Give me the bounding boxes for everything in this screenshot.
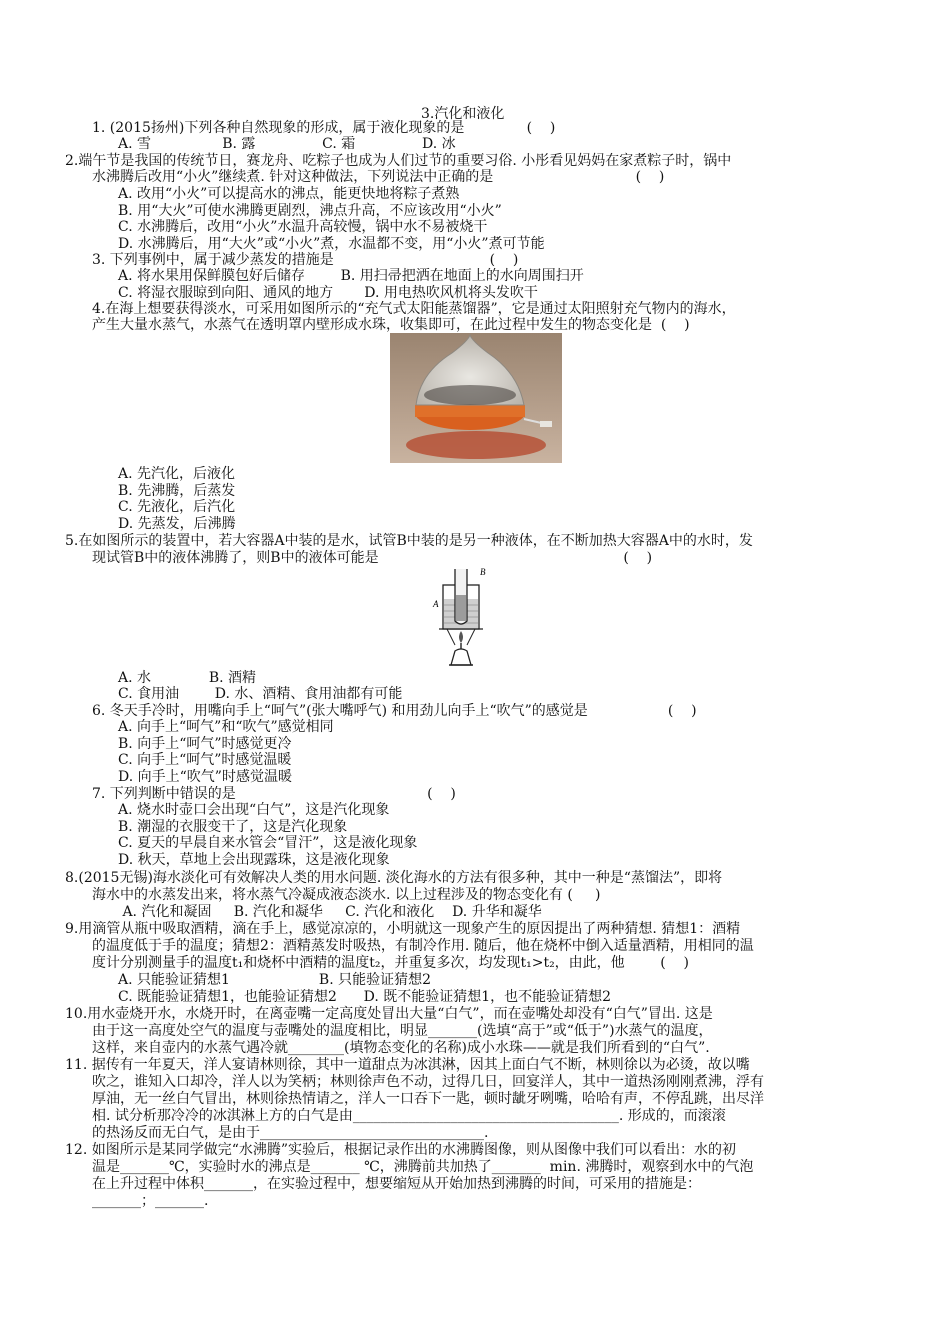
- text-line: 8.(2015无锡)海水淡化可有效解决人类的用水问题. 淡化海水的方法有很多种，其中一种是“蒸馏法”，即将: [65, 870, 723, 886]
- text-line: _______；_______.: [92, 1193, 209, 1209]
- text-line: B. 潮湿的衣服变干了，这是汽化现象: [118, 819, 348, 835]
- text-line: C. 既能验证猜想1，也能验证猜想2 D. 既不能验证猜想1，也不能验证猜想2: [118, 989, 612, 1005]
- heating-apparatus-diagram: [427, 565, 497, 668]
- text-line: B. 先沸腾，后蒸发: [118, 483, 236, 499]
- text-line: A. 汽化和凝固 B. 汽化和凝华 C. 汽化和液化 D. 升华和凝华: [118, 904, 542, 920]
- text-line: 厚油，无一丝白气冒出，林则徐热情请之，洋人一口吞下一匙，顿时龇牙咧嘴，哈哈有声，不停乱跳，出尽洋: [92, 1091, 764, 1107]
- text-line: 5.在如图所示的装置中，若大容器A中装的是水，试管B中装的是另一种液体，在不断加热大容器A中的水时，发: [65, 533, 753, 549]
- text-line: C. 水沸腾后，改用“小火”水温升高较慢，锅中水不易被烧干: [118, 219, 488, 235]
- text-line: 这样，来自壶内的水蒸气遇冷就________(填物态变化的名称)成小水珠——就是我们所看到的“白气”.: [92, 1040, 710, 1056]
- text-line: A. 改用“小火”可以提高水的沸点，能更快地将粽子煮熟: [118, 186, 460, 202]
- page-title: 3.汽化和液化: [421, 106, 505, 122]
- text-line: D. 向手上“吹气”时感觉温暖: [118, 769, 292, 785]
- text-line: 1. (2015扬州)下列各种自然现象的形成，属于液化现象的是 ( ): [92, 120, 556, 136]
- text-line: 10.用水壶烧开水，水烧开时，在离壶嘴一定高度处冒出大量“白气”，而在壶嘴处却没有“白气”冒出. 这是: [65, 1006, 713, 1022]
- text-line: 7. 下列判断中错误的是 ( ): [92, 786, 456, 802]
- text-line: A. 烧水时壶口会出现“白气”，这是汽化现象: [118, 802, 390, 818]
- text-line: C. 夏天的早晨自来水管会“冒汗”，这是液化现象: [118, 835, 418, 851]
- text-line: C. 向手上“呵气”时感觉温暖: [118, 752, 292, 768]
- solar-still-photo: [390, 333, 562, 463]
- text-line: 12. 如图所示是某同学做完“水沸腾”实验后，根据记录作出的水沸腾图像，则从图像中我们可以看出：水的初: [65, 1142, 737, 1158]
- text-line: 11. 据传有一年夏天，洋人宴请林则徐，其中一道甜点为冰淇淋，因其上面白气不断，林则徐以为必烫，故以嘴: [65, 1057, 750, 1073]
- text-line: A. 将水果用保鲜膜包好后储存 B. 用扫帚把洒在地面上的水向周围扫开: [118, 268, 584, 284]
- text-line: A. 雪 B. 露 C. 霜 D. 冰: [118, 136, 456, 152]
- label-a: A: [433, 599, 439, 609]
- text-line: 3. 下列事例中，属于减少蒸发的措施是 ( ): [92, 252, 519, 268]
- text-line: 海水中的水蒸发出来，将水蒸气冷凝成液态淡水. 以上过程涉及的物态变化有 ( ): [92, 887, 601, 903]
- text-line: 相. 试分析那冷冷的冰淇淋上方的白气是由______________________________________. 形成的，而滚滚: [92, 1108, 726, 1124]
- text-line: C. 先液化，后汽化: [118, 499, 236, 515]
- text-line: 6. 冬天手冷时，用嘴向手上“呵气”(张大嘴呼气) 和用劲儿向手上“吹气”的感觉是 ( ): [92, 703, 697, 719]
- text-line: 吹之，谁知入口却冷，洋人以为笑柄；林则徐声色不动，过得几日，回宴洋人，其中一道热汤刚刚煮沸，浮有: [92, 1074, 764, 1090]
- text-line: 在上升过程中体积_______，在实验过程中，想要缩短从开始加热到沸腾的时间，可采用的措施是：: [92, 1176, 701, 1192]
- text-line: 2.端午节是我国的传统节日，赛龙舟、吃粽子也成为人们过节的重要习俗. 小彤看见妈妈在家煮粽子时，锅中: [65, 153, 732, 169]
- text-line: C. 食用油 D. 水、酒精、食用油都有可能: [118, 686, 403, 702]
- text-line: 的温度低于手的温度；猜想2：酒精蒸发时吸热，有制冷作用. 随后，他在烧杯中倒入适量酒精，用相同的温: [92, 938, 754, 954]
- text-line: D. 秋天，草地上会出现露珠，这是液化现象: [118, 852, 390, 868]
- text-line: 水沸腾后改用“小火”继续煮. 针对这种做法，下列说法中正确的是 ( ): [92, 169, 665, 185]
- text-line: 9.用滴管从瓶中吸取酒精，滴在手上，感觉凉凉的，小明就这一现象产生的原因提出了两种猜想. 猜想1：酒精: [65, 921, 741, 937]
- text-line: A. 只能验证猜想1 B. 只能验证猜想2: [118, 972, 432, 988]
- text-line: A. 先汽化，后液化: [118, 466, 236, 482]
- text-line: 由于这一高度处空气的温度与壶嘴处的温度相比，明显_______(选填“高于”或“低于”)水蒸气的温度，: [92, 1023, 713, 1039]
- text-line: 4.在海上想要获得淡水，可采用如图所示的“充气式太阳能蒸馏器”，它是通过太阳照射充气物内的海水，: [92, 301, 736, 317]
- text-line: 温是_______℃，实验时水的沸点是_______ ℃，沸腾前共加热了_______ min. 沸腾时，观察到水中的气泡: [92, 1159, 754, 1175]
- text-line: D. 先蒸发，后沸腾: [118, 516, 236, 532]
- text-line: 度计分别测量手的温度t₁和烧杯中酒精的温度t₂，并重复多次，均发现t₁>t₂，由此，他 ( ): [92, 955, 690, 971]
- text-line: B. 向手上“呵气”时感觉更冷: [118, 736, 292, 752]
- text-line: D. 水沸腾后，用“大火”或“小火”煮，水温都不变，用“小火”煮可节能: [118, 236, 545, 252]
- text-line: 产生大量水蒸气，水蒸气在透明罩内壁形成水珠，收集即可，在此过程中发生的物态变化是 ( ): [92, 317, 690, 333]
- text-line: A. 向手上“呵气”和“吹气”感觉相同: [118, 719, 334, 735]
- text-line: 现试管B中的液体沸腾了，则B中的液体可能是 ( ): [92, 550, 653, 566]
- text-line: C. 将湿衣服晾到向阳、通风的地方 D. 用电热吹风机将头发吹干: [118, 285, 538, 301]
- label-b: B: [480, 567, 486, 577]
- text-line: B. 用“大火”可使水沸腾更剧烈，沸点升高，不应该改用“小火”: [118, 203, 502, 219]
- text-line: A. 水 B. 酒精: [118, 670, 257, 686]
- text-line: 的热汤反而无白气，是由于________________________________.: [92, 1125, 489, 1141]
